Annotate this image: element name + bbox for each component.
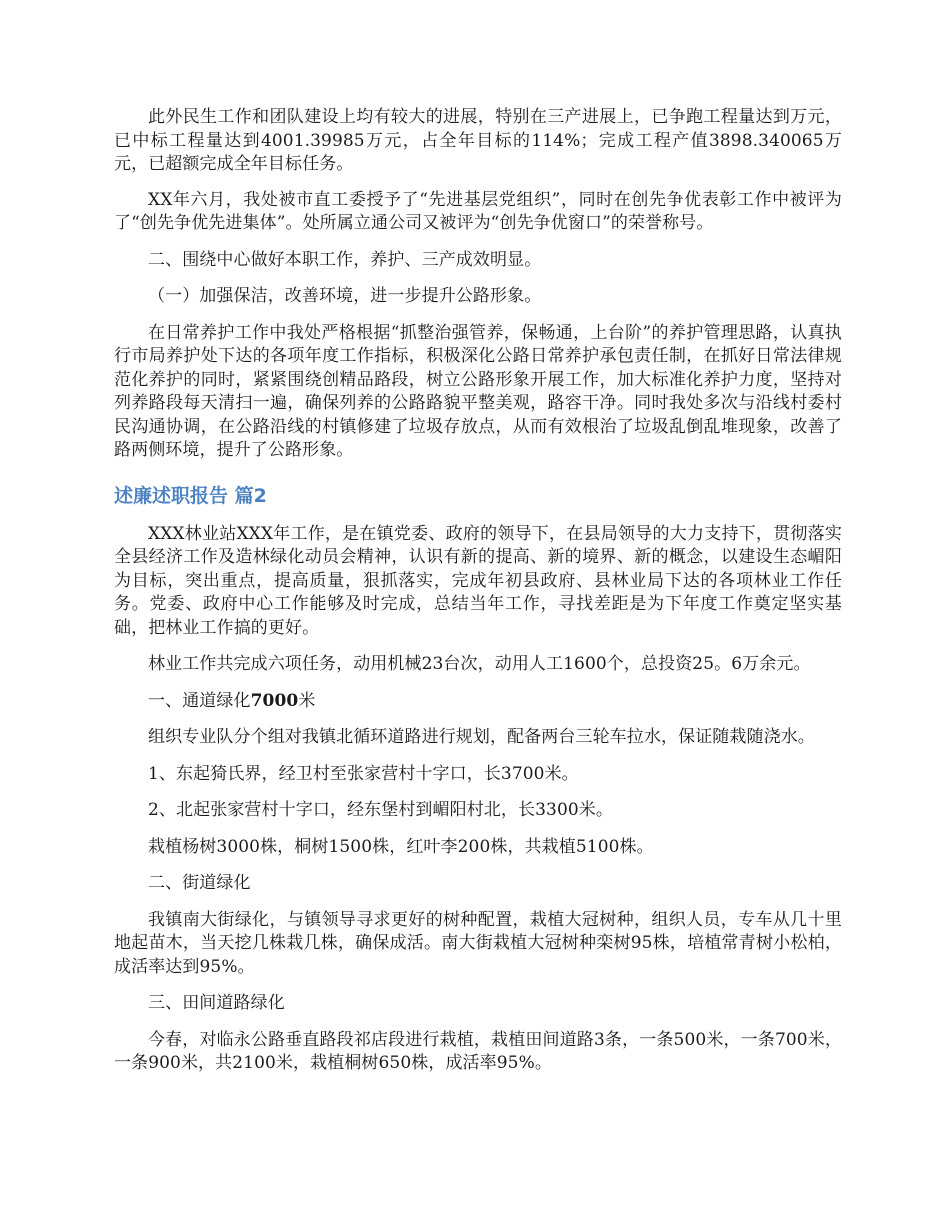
paragraph: 2、北起张家营村十字口，经东堡村到嵋阳村北，长3300米。 <box>148 800 613 820</box>
section-heading: 述廉述职报告 篇2 <box>114 484 267 507</box>
list-heading <box>114 690 842 714</box>
list-heading-text: 一、通道绿化 <box>148 690 251 711</box>
paragraph: 组织专业队分个组对我镇北循环道路进行规划，配备两台三轮车拉水，保证随栽随浇水。 <box>148 727 815 747</box>
paragraph: （一）加强保洁，改善环境，进一步提升公路形象。 <box>148 286 542 306</box>
bold-number: 7000 <box>250 690 299 711</box>
paragraph: 二、围绕中心做好本职工作，养护、三产成效明显。 <box>148 249 542 270</box>
document-page <box>114 106 842 1076</box>
paragraph: 在日常养护工作中我处严格根据“抓整治强管养，保畅通，上台阶”的养护管理思路，认真执行市局养护处下达的各项年度工作指标，积极深化公路日常养护承包责任制，在抓好日常法律规范化养护的同时，紧紧围绕创精品路段，树立公路形象开展工作，加大标准化养护力度，坚持对列养路段每天清扫一遍，确保列养的公路路貌平整美观，路容干净。同时我处多次与沿线村委村民沟通协调，在公路沿线的村镇修建了垃圾存放点，从而有效根治了垃圾乱倒乱堆现象，改善了路两侧环境，提升了公路形象。 <box>114 322 842 460</box>
list-heading: 三、田间道路绿化 <box>148 993 285 1013</box>
paragraph: XX年六月，我处被市直工委授予了“先进基层党组织”，同时在创先争优表彰工作中被评为了“创先争优先进集体”。处所属立通公司又被评为“创先争优窗口”的荣誉称号。 <box>114 189 842 233</box>
unit-text: 米 <box>298 690 316 711</box>
paragraph: 我镇南大街绿化，与镇领导寻求更好的树种配置，栽植大冠树种，组织人员，专车从几十里地起苗木，当天挖几株栽几株，确保成活。南大街栽植大冠树种栾树95株，培植常青树小松柏，成活率达到95%。 <box>114 909 842 977</box>
paragraph: 栽植杨树3000株，桐树1500株，红叶李200株，共栽植5100株。 <box>148 836 654 857</box>
paragraph: XXX林业站XXX年工作，是在镇党委、政府的领导下，在县局领导的大力支持下，贯彻落实全县经济工作及造林绿化动员会精神，认识有新的提高、新的境界、新的概念，以建设生态嵋阳为目标，突出重点，提高质量，狠抓落实，完成年初县政府、县林业局下达的各项林业工作任务。党委、政府中心工作能够及时完成，总结当年工作，寻找差距是为下年度工作奠定坚实基础，把林业工作搞的更好。 <box>114 523 842 638</box>
paragraph: 林业工作共完成六项任务，动用机械23台次，动用人工1600个，总投资25。6万余元。 <box>148 654 811 674</box>
paragraph: 此外民生工作和团队建设上均有较大的进展，特别在三产进展上，已争跑工程量达到万元，已中标工程量达到4001.39985万元，占全年目标的114%；完成工程产值3898.340065万元，已超额完成全年目标任务。 <box>114 107 842 174</box>
list-heading: 二、街道绿化 <box>148 873 251 893</box>
paragraph: 1、东起猗氏界，经卫村至张家营村十字口，长3700米。 <box>148 763 579 784</box>
paragraph: 今春，对临永公路垂直路段祁店段进行栽植，栽植田间道路3条，一条500米，一条700米，一条900米，共2100米，栽植桐树650株，成活率95%。 <box>114 1029 842 1073</box>
